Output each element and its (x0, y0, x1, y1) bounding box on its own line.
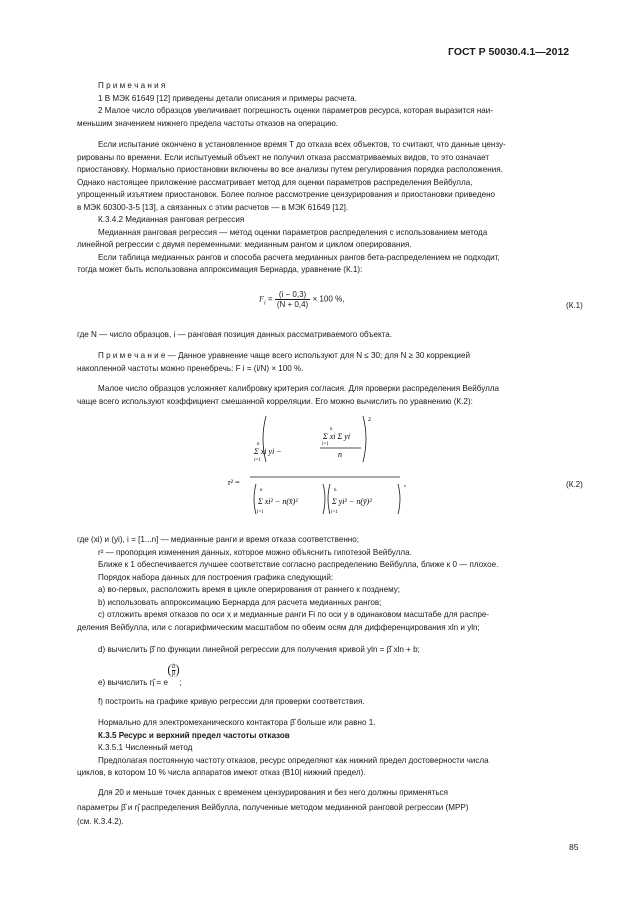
eq2-den-paren-4 (398, 484, 400, 514)
where-1: где N — число образцов, i — ранговая позиция данных рассматриваемого объекта. (77, 330, 392, 339)
step-f: f) построить на графике кривую регрессии для проверки соответствия. (98, 697, 365, 706)
para4-line-2: чаще всего используют коэффициент смешанной корреляции. Его можно вычислить по уравнению (К.2): (77, 396, 473, 406)
eq2-den-right: Σ yi² − n(ȳ)² (332, 497, 372, 506)
para1-line-3: приостановку. Нормально приостановки включены во все анализы путем регулирования порядка расположения. (77, 165, 503, 174)
step-e-exponent (168, 664, 179, 677)
eq2-tail: , (404, 479, 406, 488)
eq2-i-lower-2: i=1 (322, 442, 329, 447)
para1-line-1: Если испытание окончено в установленное время T до отказа всех объектов, то считают, что данные цензу- (98, 140, 506, 149)
para2-line-1: Медианная ранговая регрессия — метод оценки параметров распределения с использованием метода (98, 227, 488, 237)
eq2-inner-denominator: n (338, 450, 342, 459)
para8-line-2: циклов, в котором 10 % числа аппаратов имеют отказ (B10| нижний предел). (77, 768, 366, 777)
para1-line-6: в МЭК 60300-3-5 [13], а связанных с этим расчетов — в МЭК 61649 [12]. (77, 202, 349, 212)
step-b: b) использовать аппроксимацию Бернарда для расчета медианных рангов; (98, 597, 382, 607)
para1-line-4: Однако настоящее приложение рассматривает метод для оценки параметров распределения Вейбулла, (77, 177, 473, 187)
eq2-n-upper-4: n (334, 488, 337, 493)
para3-line-2: тогда может быть использована аппроксимация Бернарда, уравнение (К.1): (77, 265, 363, 274)
para9-line-1: Для 20 и меньше точек данных с временем цензурирования и без него должны применяться (98, 788, 448, 797)
eq2-i-lower-4: i=1 (331, 510, 338, 515)
eq2-numerator-sum: Σ xi yi − (254, 447, 282, 456)
step-e-exp-num: b (172, 664, 176, 670)
step-c-line-2: деления Вейбулла, или с логарифмическим масштабом по обеим осям для дифференцирования xln и yln; (77, 622, 480, 632)
para5: Ближе к 1 обеспечивается лучшее соответствие согласно распределению Вейбулла, ближе к 0 — плохое. (98, 560, 499, 569)
para1-line-2: рированы по времени. Если испытуемый объект не получил отказа рассматриваемых видов, то это означает (77, 152, 490, 162)
eq2-den-left: Σ xi² − n(x̄)² (258, 497, 298, 506)
para8-line-1: Предполагая постоянную частоту отказов, ресурс определяют как нижний предел достоверности числа (98, 755, 489, 765)
eq2-den-paren-3 (328, 484, 330, 514)
eq2-den-paren-2 (323, 484, 325, 514)
eq2-lhs: r² = (228, 478, 240, 487)
step-e (98, 664, 182, 687)
para3-line-1: Если таблица медианных рангов и способа расчета медианных рангов бета-распределением не подходит, (98, 252, 500, 262)
eq2-n-upper-2: n (330, 427, 333, 432)
para9-line-3: (см. К.3.4.2). (77, 817, 124, 826)
step-e-text: е) вычислить η̂ = e (98, 678, 168, 687)
equation-k2 (228, 412, 428, 527)
eq2-label: (К.2) (566, 480, 583, 489)
eq1-rhs: × 100 %, (312, 294, 345, 304)
eq1-equals: = (267, 294, 273, 304)
eq1-label: (К.1) (566, 301, 583, 310)
eq2-paren-right (363, 416, 366, 462)
eq2-i-lower-1: i=1 (254, 458, 261, 463)
section-k35-title: К.3.5 Ресурс и верхний предел частоты отказов (98, 730, 290, 740)
para1-line-5: упрощенный изъятием приостановок. Более полное рассмотрение цензурирования и приостановки приведено (77, 190, 496, 199)
eq2-inner-numerator: Σ xi Σ yi (323, 432, 351, 441)
eq1-denominator: (N + 0,4) (276, 300, 309, 309)
note-1: 1 В МЭК 61649 [12] приведены детали описания и примеры расчета. (98, 93, 357, 103)
eq2-exponent: 2 (368, 417, 371, 423)
equation-k1 (259, 290, 345, 309)
section-k351-title: К.3.5.1 Численный метод (98, 743, 193, 752)
step-c-line-1: с) отложить время отказов по оси x и медианные ранги Fi по оси y в одинаковом масштабе для распре- (98, 610, 490, 619)
step-e-end: ; (179, 678, 182, 687)
where2-line-2: r² — пропорция изменения данных, которое можно объяснить гипотезой Вейбулла. (98, 547, 412, 557)
para6: Порядок набора данных для построения графика следующий: (98, 572, 334, 582)
step-a: а) во-первых, расположить время в цикле оперирования от раннего к позднему; (98, 585, 401, 594)
eq2-n-upper-3: n (260, 488, 263, 493)
para2-line-2: линейной регрессии с двумя переменными: медианным рангом и циклом оперирования. (77, 240, 412, 249)
eq2-n-upper-1: n (257, 442, 260, 447)
eq1-fraction (275, 290, 310, 309)
note-2-line-1: 2 Малое число образцов увеличивает погрешность оценки параметров ресурса, которая выразится наи- (98, 106, 494, 115)
page-number: 85 (569, 842, 579, 852)
eq1-sub: i (263, 300, 266, 307)
note2-line-2: накопленной частоты можно пренебречь: F i = (i/N) × 100 %. (77, 363, 304, 373)
para9-line-2: параметры β̂ и η̂ распределения Вейбулла, полученные методом медианной ранговой регрессии (МРР) (77, 803, 469, 812)
note-2-line-2: меньшим значением нижнего предела частоты отказов на операцию. (77, 118, 339, 128)
eq1-numerator: (i − 0,3) (275, 290, 310, 300)
section-k342-title: К.3.4.2 Медианная ранговая регрессия (98, 215, 245, 224)
note2-line-1: П р и м е ч а н и е — Данное уравнение чаще всего используют для N ≤ 30; для N ≥ 30 коррекцией (98, 351, 470, 360)
eq2-i-lower-3: i=1 (257, 510, 264, 515)
where2-line-1: где (xi) и (yi), i = [1...n] — медианные ранги и время отказа соответственно; (77, 535, 360, 544)
para4-line-1: Малое число образцов усложняет калибровку критерия согласия. Для проверки распределения Вейбулла (98, 384, 500, 393)
step-d: d) вычислить β̂ по функции линейной регрессии для получения кривой yln = β̂ xln + b; (98, 645, 420, 654)
document-header: ГОСТ Р 50030.4.1—2012 (448, 46, 570, 58)
eq2-den-paren-1 (254, 484, 256, 514)
eq1-lhs: F (259, 294, 264, 304)
para7: Нормально для электромеханического контактора β̂ больше или равно 1. (98, 718, 376, 727)
step-e-exp-den: β̂ (172, 671, 176, 677)
notes-heading: П р и м е ч а н и я (98, 81, 166, 90)
